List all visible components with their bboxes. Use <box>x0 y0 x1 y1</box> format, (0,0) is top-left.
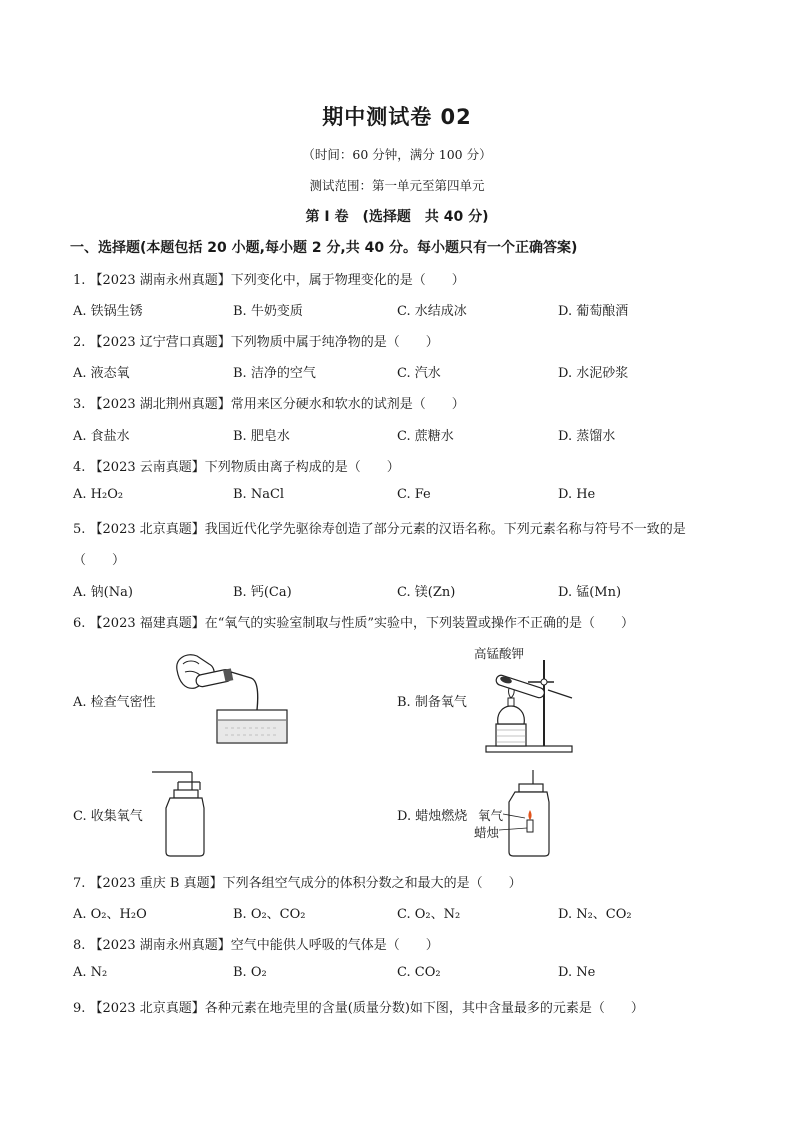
option-d[interactable]: D. 蜡烛燃烧 <box>397 809 468 824</box>
question-4-options <box>73 487 733 505</box>
question-8-options <box>73 965 733 983</box>
question-5-options <box>73 581 733 599</box>
option-a[interactable]: A. 液态氧 <box>73 366 130 381</box>
question-2-options <box>73 362 733 380</box>
option-a[interactable]: A. 食盐水 <box>73 429 130 444</box>
collect-oxygen-figure <box>148 768 208 858</box>
option-d[interactable]: D. Ne <box>558 965 596 980</box>
option-c[interactable]: C. 收集氧气 <box>73 809 143 824</box>
option-d[interactable]: D. 锰(Mn) <box>558 585 622 600</box>
option-b[interactable]: B. 牛奶变质 <box>233 304 303 319</box>
question-6-stem: 6. 【2023 福建真题】在“氧气的实验室制取与性质”实验中，下列装置或操作不正确的是（ ） <box>73 616 635 631</box>
option-c[interactable]: C. 汽水 <box>397 366 441 381</box>
option-a[interactable]: A. H₂O₂ <box>73 487 124 502</box>
option-d[interactable]: D. 蒸馏水 <box>558 429 616 444</box>
option-a[interactable]: A. N₂ <box>73 965 108 980</box>
option-c[interactable]: C. 蔗糖水 <box>397 429 454 444</box>
time-info: （时间：60 分钟，满分 100 分） <box>302 147 492 162</box>
label-candle: 蜡烛 <box>474 825 500 840</box>
label-kmno4: 高锰酸钾 <box>474 646 525 661</box>
section-heading: 第 I 卷 (选择题 共 40 分) <box>305 209 489 225</box>
option-c[interactable]: C. 水结成冰 <box>397 304 467 319</box>
option-b[interactable]: B. 肥皂水 <box>233 429 290 444</box>
option-b[interactable]: B. 制备氧气 <box>397 695 467 710</box>
option-d[interactable]: D. N₂、CO₂ <box>558 907 632 922</box>
option-a[interactable]: A. O₂、H₂O <box>73 907 147 922</box>
page-title: 期中测试卷 02 <box>322 105 472 129</box>
question-3-options <box>73 425 733 443</box>
test-scope: 测试范围：第一单元至第四单元 <box>309 178 485 193</box>
option-c[interactable]: C. O₂、N₂ <box>397 907 461 922</box>
airtightness-check-figure <box>165 650 300 750</box>
question-1-stem: 1. 【2023 湖南永州真题】下列变化中，属于物理变化的是（ ） <box>73 273 465 288</box>
option-c[interactable]: C. 镁(Zn) <box>397 585 456 600</box>
option-d[interactable]: D. 水泥砂浆 <box>558 366 629 381</box>
prepare-oxygen-figure <box>480 660 590 755</box>
question-7-options <box>73 903 733 921</box>
question-8-stem: 8. 【2023 湖南永州真题】空气中能供人呼吸的气体是（ ） <box>73 938 439 953</box>
question-7-stem: 7. 【2023 重庆 B 真题】下列各组空气成分的体积分数之和最大的是（ ） <box>73 876 522 891</box>
question-3-stem: 3. 【2023 湖北荆州真题】常用来区分硬水和软水的试剂是（ ） <box>73 397 465 412</box>
option-b[interactable]: B. O₂、CO₂ <box>233 907 306 922</box>
option-c[interactable]: C. Fe <box>397 487 431 502</box>
label-oxygen: 氧气 <box>478 808 504 823</box>
option-c[interactable]: C. CO₂ <box>397 965 441 980</box>
option-a[interactable]: A. 检查气密性 <box>73 695 156 710</box>
question-9-stem: 9. 【2023 北京真题】各种元素在地壳里的含量(质量分数)如下图，其中含量最多的元素是（ ） <box>73 1001 644 1016</box>
option-b[interactable]: B. NaCl <box>233 487 285 502</box>
option-d[interactable]: D. 葡萄酿酒 <box>558 304 629 319</box>
option-a[interactable]: A. 铁锅生锈 <box>73 304 143 319</box>
question-5-stem-cont: （ ） <box>73 553 126 568</box>
option-b[interactable]: B. O₂ <box>233 965 267 980</box>
option-d[interactable]: D. He <box>558 487 596 502</box>
question-2-stem: 2. 【2023 辽宁营口真题】下列物质中属于纯净物的是（ ） <box>73 335 439 350</box>
question-1-options <box>73 300 733 318</box>
part-heading: 一、选择题(本题包括 20 小题,每小题 2 分,共 40 分。每小题只有一个正确答案) <box>70 240 578 256</box>
question-5-stem: 5. 【2023 北京真题】我国近代化学先驱徐寿创造了部分元素的汉语名称。下列元素名称与符号不一致的是 <box>73 522 686 537</box>
option-a[interactable]: A. 钠(Na) <box>73 585 133 600</box>
question-4-stem: 4. 【2023 云南真题】下列物质由离子构成的是（ ） <box>73 460 400 475</box>
option-b[interactable]: B. 洁净的空气 <box>233 366 316 381</box>
option-b[interactable]: B. 钙(Ca) <box>233 585 292 600</box>
candle-burning-figure <box>505 770 555 858</box>
